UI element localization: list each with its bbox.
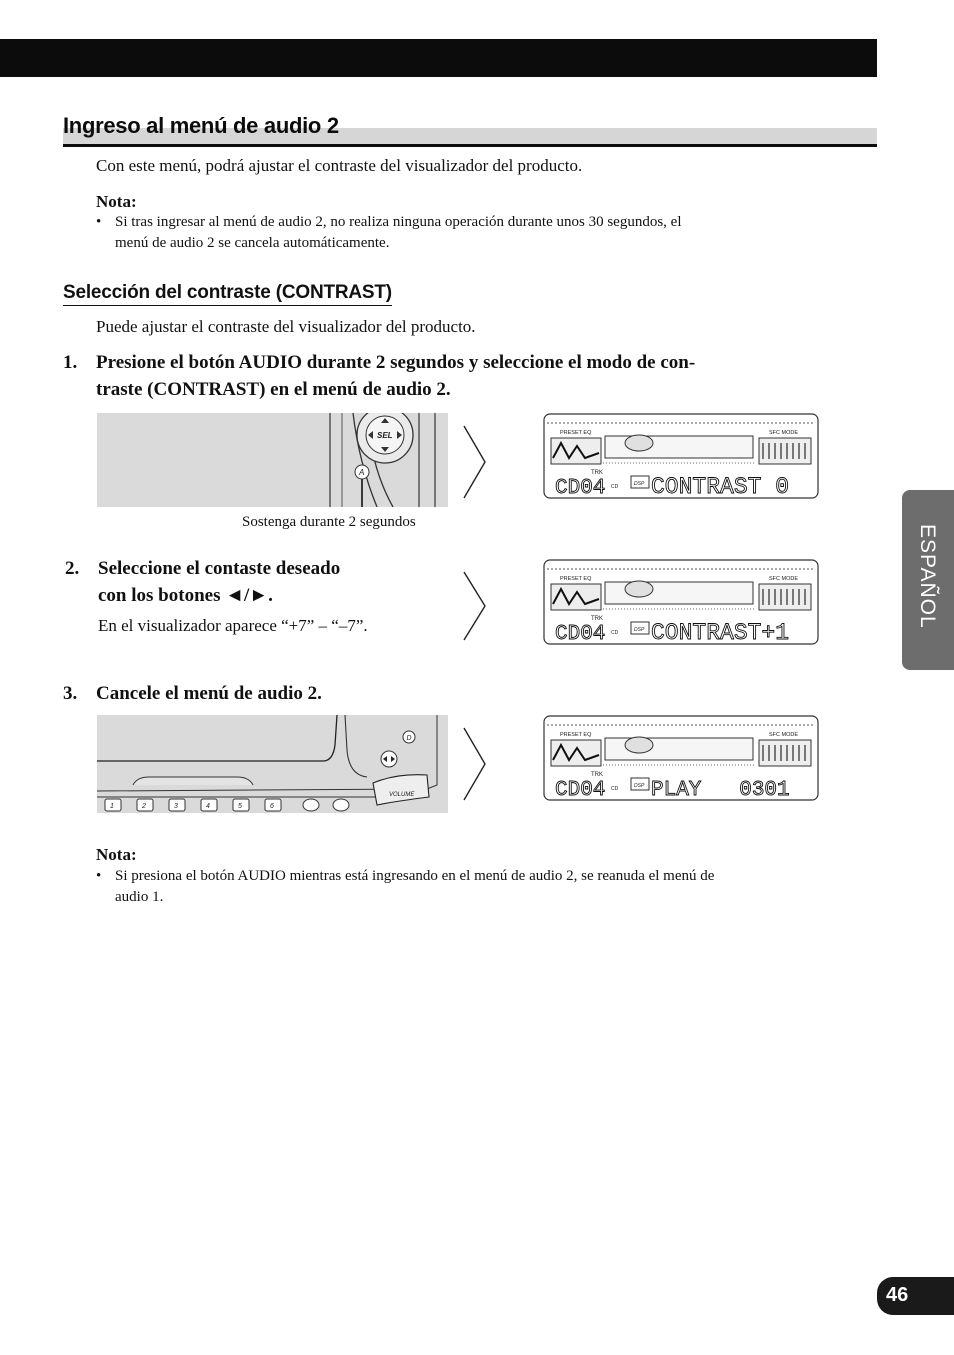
subheading: Selección del contraste (CONTRAST) [63, 282, 392, 306]
step1-device-illustration [97, 413, 448, 507]
step1-line-2: traste (CONTRAST) en el menú de audio 2. [96, 379, 451, 400]
svg-text:CD: CD [611, 786, 619, 792]
page-number-badge [877, 1277, 954, 1315]
section-heading [63, 112, 877, 148]
arrow-right-icon [462, 726, 488, 802]
intro-text: Con este menú, podrá ajustar el contraste del visualizador del producto. [96, 156, 583, 175]
note1-label: Nota: [96, 192, 137, 211]
svg-text:VOLUME: VOLUME [389, 792, 415, 798]
step3-number: 3. [63, 683, 78, 704]
head-unit-drawing [97, 413, 448, 507]
heading-rule [63, 144, 877, 147]
step1-line-1: Presione el botón AUDIO durante 2 segundos y seleccione el modo de con- [96, 352, 696, 373]
note2-line-1: Si presiona el botón AUDIO mientras está ingresando en el menú de audio 2, se reanuda el menú de [115, 868, 715, 884]
svg-text:6: 6 [270, 803, 274, 810]
disc-icon [625, 581, 653, 597]
svg-text:DSP: DSP [634, 481, 645, 487]
svg-text:TRK: TRK [591, 470, 603, 476]
note1-line-2: menú de audio 2 se cancela automáticamente. [115, 235, 390, 251]
svg-text:D: D [406, 735, 412, 742]
lcd-display-contrast-0 [543, 413, 819, 499]
svg-text:1: 1 [110, 803, 114, 810]
sel-label: SEL [377, 431, 393, 440]
step2-description: En el visualizador aparece “+7” – “–7”. [98, 616, 368, 635]
arrow-right-icon [462, 570, 488, 642]
svg-text:2: 2 [142, 803, 146, 810]
lcd-left-text: CD04 [555, 477, 606, 499]
svg-text:PRESET EQ: PRESET EQ [560, 430, 592, 436]
step2-text [98, 555, 340, 609]
lcd-left-text: CD04 [555, 779, 606, 801]
svg-text:TRK: TRK [591, 616, 603, 622]
step2-line-1: Seleccione el contaste deseado [98, 558, 341, 579]
lcd-right-text: CONTRAST 0 [651, 474, 790, 499]
head-unit-front-drawing [97, 715, 448, 813]
language-tab-label: ESPAÑOL [916, 524, 939, 629]
svg-text:3: 3 [174, 803, 178, 810]
note1-bullet: • [96, 214, 102, 230]
step1-text [96, 349, 856, 403]
page-number: 46 [886, 1284, 909, 1306]
disc-icon [625, 435, 653, 451]
svg-text:DSP: DSP [634, 783, 645, 789]
step2-line-2: con los botones ◄/►. [98, 585, 273, 606]
note1-line-1: Si tras ingresar al menú de audio 2, no realiza ninguna operación durante unos 30 segundos, el [115, 214, 682, 230]
step1-caption: Sostenga durante 2 segundos [242, 514, 416, 530]
svg-text:CD: CD [611, 484, 619, 490]
note2-text [115, 866, 860, 908]
sub-intro-text: Puede ajustar el contraste del visualizador del producto. [96, 317, 476, 336]
step3-text: Cancele el menú de audio 2. [96, 683, 322, 704]
page-title: Ingreso al menú de audio 2 [63, 113, 339, 138]
lcd-right-text: PLAY 0301 [651, 779, 790, 801]
svg-text:PRESET EQ: PRESET EQ [560, 732, 592, 738]
svg-text:PRESET EQ: PRESET EQ [560, 576, 592, 582]
step3-device-illustration [97, 715, 448, 813]
step2-number: 2. [65, 558, 80, 579]
note2-line-2: audio 1. [115, 889, 164, 905]
lcd-display-contrast-plus1 [543, 559, 819, 645]
note1-text [115, 212, 845, 254]
language-tab [902, 490, 954, 670]
header-bar [0, 39, 877, 77]
note2-label: Nota: [96, 845, 137, 864]
step1-number: 1. [63, 352, 78, 373]
svg-text:SFC MODE: SFC MODE [769, 576, 799, 582]
svg-text:TRK: TRK [591, 772, 603, 778]
svg-text:DSP: DSP [634, 627, 645, 633]
lcd-right-text: CONTRAST+1 [651, 620, 790, 645]
arrow-right-icon [462, 424, 488, 500]
lcd-display-play [543, 715, 819, 801]
disc-icon [625, 737, 653, 753]
a-button-label: A [359, 468, 365, 477]
svg-text:5: 5 [238, 803, 242, 810]
svg-text:4: 4 [206, 803, 210, 810]
note2-bullet: • [96, 868, 102, 884]
svg-text:CD: CD [611, 630, 619, 636]
svg-text:SFC MODE: SFC MODE [769, 430, 799, 436]
svg-text:SFC MODE: SFC MODE [769, 732, 799, 738]
lcd-left-text: CD04 [555, 623, 606, 645]
